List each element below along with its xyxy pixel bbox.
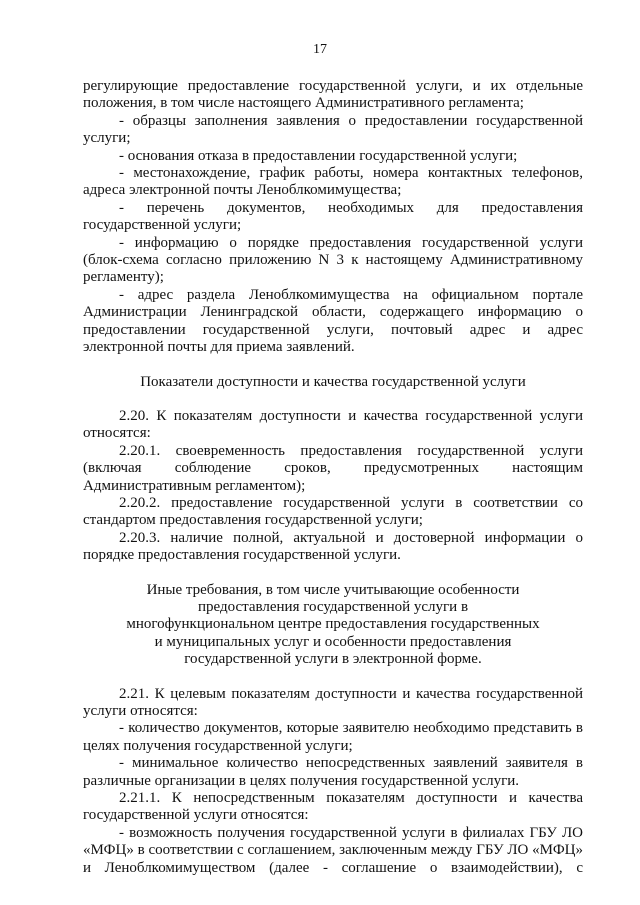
paragraph: 2.20. К показателям доступности и качества государственной услуги относятся:	[83, 407, 583, 442]
list-item: - возможность получения государственной услуги в филиалах ГБУ ЛО «МФЦ» в соответствии с соглашением, заключенным между ГБУ ЛО «МФЦ» и Леноблкомимуществом (далее - соглашение о взаимодействии), с	[83, 824, 583, 876]
paragraph: 2.20.3. наличие полной, актуальной и достоверной информации о порядке предоставления государственной услуги.	[83, 529, 583, 564]
list-item: - основания отказа в предоставлении государственной услуги;	[119, 147, 518, 164]
list-item: - адрес раздела Леноблкомимущества на официальном портале Администрации Ленинградской области, содержащего информацию о предоставлении государственной услуги, почтовый адрес и адрес электронной почты для приема заявлений.	[83, 286, 583, 356]
list-item: - минимальное количество непосредственных заявлений заявителя в различные организации в целях получения государственной услуги.	[83, 755, 583, 789]
paragraph: 2.20.1. своевременность предоставления государственной услуги (включая соблюдение сроков, предусмотренных настоящим Административным регламентом);	[83, 442, 583, 494]
list-item: - информацию о порядке предоставления государственной услуги (блок-схема согласно приложению N 3 к настоящему Административному регламенту);	[83, 234, 583, 286]
page-number: 17	[313, 42, 327, 57]
page-body	[83, 78, 583, 877]
list-item: - перечень документов, необходимых для предоставления государственной услуги;	[83, 199, 583, 234]
section-heading: Иные требования, в том числе учитывающие особенности предоставления государственной услуги в многофункциональном центре предоставления государственных и муниципальных услуг и особенности предоставления государственной услуги в электронной форме.	[126, 581, 540, 668]
list-item: - местонахождение, график работы, номера контактных телефонов, адреса электронной почты Леноблкомимущества;	[83, 165, 583, 199]
paragraph: регулирующие предоставление государственной услуги, и их отдельные положения, в том числе настоящего Административного регламента;	[83, 78, 583, 112]
list-item: - количество документов, которые заявителю необходимо представить в целях получения государственной услуги;	[83, 720, 583, 754]
list-item: - образцы заполнения заявления о предоставлении государственной услуги;	[83, 112, 583, 147]
paragraph: 2.21. К целевым показателям доступности и качества государственной услуги относятся:	[83, 685, 583, 719]
paragraph: 2.20.2. предоставление государственной услуги в соответствии со стандартом предоставления государственной услуги;	[83, 494, 583, 529]
paragraph: 2.21.1. К непосредственным показателям доступности и качества государственной услуги относятся:	[83, 790, 583, 824]
section-heading: Показатели доступности и качества государственной услуги	[140, 373, 526, 390]
